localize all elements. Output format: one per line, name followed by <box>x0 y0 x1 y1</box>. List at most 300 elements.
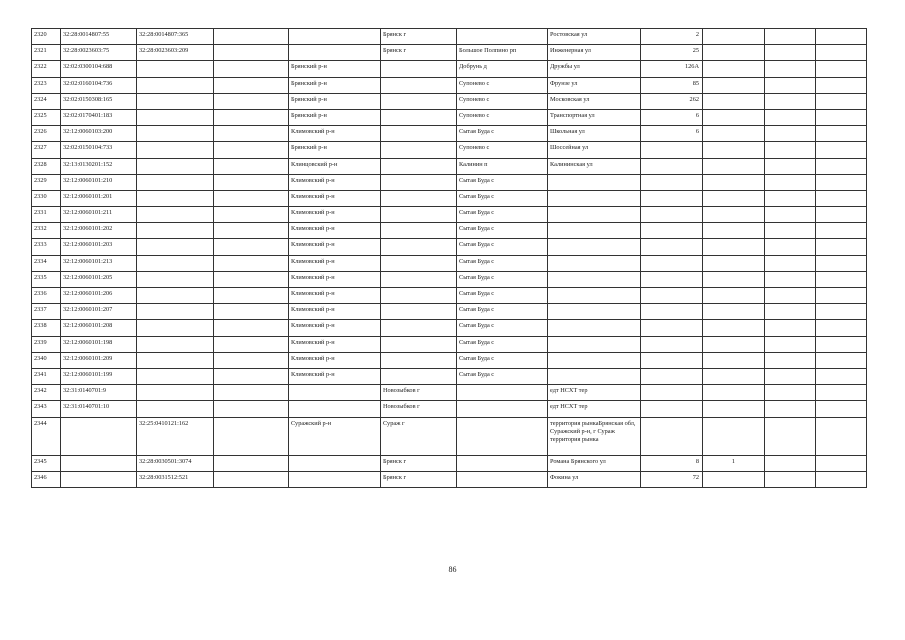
col-3-cell <box>214 29 289 45</box>
row-number-cell: 2322 <box>32 61 61 77</box>
city-cell: Новозыбков г <box>381 385 457 401</box>
row-number-cell: 2342 <box>32 385 61 401</box>
row-number-cell: 2339 <box>32 336 61 352</box>
street-cell <box>548 288 641 304</box>
table-row <box>32 471 867 487</box>
building-number-cell <box>703 336 765 352</box>
district-cell <box>289 471 381 487</box>
house-number-cell <box>641 368 703 384</box>
city-cell <box>381 255 457 271</box>
city-cell <box>381 368 457 384</box>
table-row <box>32 126 867 142</box>
house-number-cell <box>641 174 703 190</box>
row-number-cell: 2329 <box>32 174 61 190</box>
col-11-cell <box>816 29 867 45</box>
building-cadastral-number-cell <box>137 385 214 401</box>
city-cell: Брянск г <box>381 45 457 61</box>
street-cell: Московская ул <box>548 93 641 109</box>
district-cell: Климовский р-н <box>289 320 381 336</box>
building-cadastral-number-cell: 32:28:0014807:365 <box>137 29 214 45</box>
city-cell: Брянск г <box>381 455 457 471</box>
building-number-cell <box>703 417 765 455</box>
row-number-cell: 2337 <box>32 304 61 320</box>
locality-cell: Сытая Буда с <box>457 271 548 287</box>
table-row <box>32 385 867 401</box>
row-number-cell: 2345 <box>32 455 61 471</box>
district-cell: Суражский р-н <box>289 417 381 455</box>
locality-cell: Сытая Буда с <box>457 255 548 271</box>
locality-cell: Сытая Буда с <box>457 336 548 352</box>
col-11-cell <box>816 336 867 352</box>
house-number-cell <box>641 288 703 304</box>
locality-cell <box>457 417 548 455</box>
street-cell: Инженерная ул <box>548 45 641 61</box>
locality-cell: Калинин п <box>457 158 548 174</box>
row-number-cell: 2332 <box>32 223 61 239</box>
col-11-cell <box>816 271 867 287</box>
col-11-cell <box>816 255 867 271</box>
building-cadastral-number-cell <box>137 271 214 287</box>
city-cell: Новозыбков г <box>381 401 457 417</box>
cadastral-number-cell: 32:02:0150104:733 <box>61 142 137 158</box>
district-cell: Климовский р-н <box>289 368 381 384</box>
house-number-cell <box>641 239 703 255</box>
building-number-cell <box>703 190 765 206</box>
col-11-cell <box>816 174 867 190</box>
col-11-cell <box>816 239 867 255</box>
district-cell <box>289 385 381 401</box>
building-cadastral-number-cell <box>137 207 214 223</box>
district-cell: Климовский р-н <box>289 255 381 271</box>
col-10-cell <box>765 223 816 239</box>
district-cell: Климовский р-н <box>289 304 381 320</box>
city-cell: Сураж г <box>381 417 457 455</box>
building-cadastral-number-cell <box>137 368 214 384</box>
city-cell <box>381 142 457 158</box>
col-10-cell <box>765 417 816 455</box>
locality-cell: Сытая Буда с <box>457 207 548 223</box>
table-row <box>32 61 867 77</box>
col-11-cell <box>816 417 867 455</box>
building-cadastral-number-cell <box>137 304 214 320</box>
district-cell: Брянский р-н <box>289 142 381 158</box>
col-3-cell <box>214 61 289 77</box>
col-10-cell <box>765 93 816 109</box>
col-11-cell <box>816 158 867 174</box>
table-row <box>32 45 867 61</box>
house-number-cell <box>641 142 703 158</box>
cadastral-number-cell <box>61 455 137 471</box>
col-11-cell <box>816 126 867 142</box>
building-number-cell <box>703 320 765 336</box>
locality-cell: Сытая Буда с <box>457 352 548 368</box>
street-cell: Транспортная ул <box>548 109 641 125</box>
district-cell: Клинцовский р-н <box>289 158 381 174</box>
cadastral-number-cell: 32:02:0160104:736 <box>61 77 137 93</box>
col-11-cell <box>816 142 867 158</box>
building-cadastral-number-cell <box>137 255 214 271</box>
col-10-cell <box>765 158 816 174</box>
cadastral-number-cell: 32:28:0023603:75 <box>61 45 137 61</box>
locality-cell: Большое Полпино рп <box>457 45 548 61</box>
district-cell: Климовский р-н <box>289 207 381 223</box>
district-cell <box>289 401 381 417</box>
cadastral-number-cell: 32:12:0060101:209 <box>61 352 137 368</box>
building-cadastral-number-cell <box>137 320 214 336</box>
cadastral-number-cell: 32:02:0300104:688 <box>61 61 137 77</box>
cadastral-number-cell: 32:12:0060101:211 <box>61 207 137 223</box>
col-10-cell <box>765 174 816 190</box>
building-cadastral-number-cell <box>137 223 214 239</box>
building-number-cell <box>703 45 765 61</box>
locality-cell: Сытая Буда с <box>457 304 548 320</box>
district-cell: Климовский р-н <box>289 239 381 255</box>
table-row <box>32 158 867 174</box>
col-3-cell <box>214 304 289 320</box>
street-cell <box>548 352 641 368</box>
street-cell <box>548 190 641 206</box>
col-10-cell <box>765 368 816 384</box>
col-11-cell <box>816 471 867 487</box>
col-3-cell <box>214 223 289 239</box>
street-cell <box>548 304 641 320</box>
district-cell: Брянский р-н <box>289 93 381 109</box>
building-cadastral-number-cell <box>137 61 214 77</box>
row-number-cell: 2334 <box>32 255 61 271</box>
col-10-cell <box>765 77 816 93</box>
house-number-cell <box>641 207 703 223</box>
locality-cell: Сытая Буда с <box>457 239 548 255</box>
district-cell: Климовский р-н <box>289 336 381 352</box>
building-cadastral-number-cell: 32:25:0410121:162 <box>137 417 214 455</box>
house-number-cell <box>641 320 703 336</box>
building-number-cell <box>703 109 765 125</box>
building-cadastral-number-cell <box>137 174 214 190</box>
district-cell: Климовский р-н <box>289 288 381 304</box>
col-3-cell <box>214 77 289 93</box>
building-cadastral-number-cell: 32:28:0023603:209 <box>137 45 214 61</box>
street-cell: Фрунзе ул <box>548 77 641 93</box>
house-number-cell: 72 <box>641 471 703 487</box>
city-cell <box>381 126 457 142</box>
col-3-cell <box>214 207 289 223</box>
city-cell <box>381 271 457 287</box>
building-cadastral-number-cell <box>137 352 214 368</box>
street-cell: едт НСХТ тер <box>548 385 641 401</box>
locality-cell: Сытая Буда с <box>457 223 548 239</box>
building-number-cell <box>703 29 765 45</box>
locality-cell: Супонево с <box>457 109 548 125</box>
row-number-cell: 2326 <box>32 126 61 142</box>
col-10-cell <box>765 190 816 206</box>
house-number-cell <box>641 271 703 287</box>
locality-cell: Сытая Буда с <box>457 368 548 384</box>
district-cell <box>289 455 381 471</box>
district-cell: Климовский р-н <box>289 271 381 287</box>
cadastral-number-cell: 32:12:0060101:207 <box>61 304 137 320</box>
house-number-cell <box>641 223 703 239</box>
house-number-cell: 6 <box>641 126 703 142</box>
city-cell: Брянск г <box>381 29 457 45</box>
house-number-cell <box>641 417 703 455</box>
district-cell <box>289 29 381 45</box>
city-cell <box>381 158 457 174</box>
locality-cell <box>457 385 548 401</box>
cadastral-number-cell: 32:12:0060101:206 <box>61 288 137 304</box>
city-cell <box>381 61 457 77</box>
street-cell <box>548 223 641 239</box>
row-number-cell: 2346 <box>32 471 61 487</box>
col-3-cell <box>214 288 289 304</box>
building-number-cell <box>703 223 765 239</box>
col-11-cell <box>816 401 867 417</box>
col-3-cell <box>214 271 289 287</box>
col-11-cell <box>816 45 867 61</box>
locality-cell: Сытая Буда с <box>457 126 548 142</box>
row-number-cell: 2328 <box>32 158 61 174</box>
col-3-cell <box>214 93 289 109</box>
street-cell <box>548 255 641 271</box>
table-row <box>32 352 867 368</box>
col-10-cell <box>765 471 816 487</box>
col-3-cell <box>214 109 289 125</box>
street-cell: Школьная ул <box>548 126 641 142</box>
house-number-cell <box>641 352 703 368</box>
table-row <box>32 320 867 336</box>
col-10-cell <box>765 336 816 352</box>
col-10-cell <box>765 29 816 45</box>
table-row <box>32 93 867 109</box>
street-cell: Дружбы ул <box>548 61 641 77</box>
col-3-cell <box>214 174 289 190</box>
street-cell: Шоссейная ул <box>548 142 641 158</box>
col-3-cell <box>214 142 289 158</box>
table-row <box>32 207 867 223</box>
cadastral-number-cell: 32:12:0060101:203 <box>61 239 137 255</box>
building-number-cell <box>703 158 765 174</box>
cadastral-number-cell: 32:12:0060101:199 <box>61 368 137 384</box>
col-3-cell <box>214 417 289 455</box>
district-cell: Климовский р-н <box>289 190 381 206</box>
locality-cell <box>457 401 548 417</box>
table-row <box>32 255 867 271</box>
building-number-cell <box>703 126 765 142</box>
locality-cell <box>457 29 548 45</box>
city-cell: Брянск г <box>381 471 457 487</box>
table-row <box>32 174 867 190</box>
row-number-cell: 2335 <box>32 271 61 287</box>
city-cell <box>381 207 457 223</box>
col-11-cell <box>816 61 867 77</box>
cadastral-number-cell: 32:12:0060101:210 <box>61 174 137 190</box>
city-cell <box>381 223 457 239</box>
street-cell: Фокина ул <box>548 471 641 487</box>
cadastral-number-cell: 32:12:0060101:213 <box>61 255 137 271</box>
street-cell: Калининская ул <box>548 158 641 174</box>
cadastral-number-cell: 32:31:0140701:10 <box>61 401 137 417</box>
locality-cell: Сытая Буда с <box>457 190 548 206</box>
building-number-cell <box>703 174 765 190</box>
building-number-cell <box>703 239 765 255</box>
col-3-cell <box>214 239 289 255</box>
building-cadastral-number-cell <box>137 158 214 174</box>
district-cell <box>289 45 381 61</box>
street-cell <box>548 320 641 336</box>
building-number-cell <box>703 77 765 93</box>
row-number-cell: 2344 <box>32 417 61 455</box>
building-number-cell <box>703 255 765 271</box>
building-number-cell <box>703 142 765 158</box>
city-cell <box>381 109 457 125</box>
street-cell <box>548 336 641 352</box>
col-10-cell <box>765 288 816 304</box>
table-row <box>32 29 867 45</box>
table-row <box>32 271 867 287</box>
table-row <box>32 417 867 455</box>
row-number-cell: 2325 <box>32 109 61 125</box>
col-3-cell <box>214 126 289 142</box>
col-10-cell <box>765 304 816 320</box>
building-number-cell <box>703 93 765 109</box>
building-cadastral-number-cell <box>137 93 214 109</box>
building-cadastral-number-cell <box>137 288 214 304</box>
building-number-cell <box>703 288 765 304</box>
col-3-cell <box>214 255 289 271</box>
col-10-cell <box>765 126 816 142</box>
records-table <box>31 28 867 488</box>
district-cell: Брянский р-н <box>289 61 381 77</box>
locality-cell <box>457 455 548 471</box>
row-number-cell: 2340 <box>32 352 61 368</box>
col-11-cell <box>816 207 867 223</box>
col-3-cell <box>214 190 289 206</box>
locality-cell: Добрунь д <box>457 61 548 77</box>
row-number-cell: 2333 <box>32 239 61 255</box>
street-cell: Ростовская ул <box>548 29 641 45</box>
building-number-cell <box>703 304 765 320</box>
building-cadastral-number-cell <box>137 190 214 206</box>
col-3-cell <box>214 158 289 174</box>
locality-cell: Супонево с <box>457 142 548 158</box>
house-number-cell: 8 <box>641 455 703 471</box>
row-number-cell: 2338 <box>32 320 61 336</box>
street-cell <box>548 174 641 190</box>
col-11-cell <box>816 77 867 93</box>
table-row <box>32 304 867 320</box>
building-cadastral-number-cell <box>137 401 214 417</box>
col-3-cell <box>214 455 289 471</box>
city-cell <box>381 352 457 368</box>
locality-cell: Супонево с <box>457 77 548 93</box>
house-number-cell: 126А <box>641 61 703 77</box>
col-11-cell <box>816 190 867 206</box>
col-3-cell <box>214 401 289 417</box>
table-row <box>32 223 867 239</box>
city-cell <box>381 93 457 109</box>
house-number-cell <box>641 336 703 352</box>
house-number-cell <box>641 190 703 206</box>
building-number-cell <box>703 401 765 417</box>
locality-cell <box>457 471 548 487</box>
cadastral-number-cell: 32:28:0014807:55 <box>61 29 137 45</box>
building-number-cell <box>703 271 765 287</box>
col-11-cell <box>816 368 867 384</box>
col-10-cell <box>765 455 816 471</box>
row-number-cell: 2336 <box>32 288 61 304</box>
col-10-cell <box>765 271 816 287</box>
table-row <box>32 239 867 255</box>
building-cadastral-number-cell <box>137 126 214 142</box>
col-10-cell <box>765 207 816 223</box>
house-number-cell <box>641 401 703 417</box>
district-cell: Климовский р-н <box>289 352 381 368</box>
locality-cell: Сытая Буда с <box>457 288 548 304</box>
house-number-cell: 85 <box>641 77 703 93</box>
locality-cell: Сытая Буда с <box>457 320 548 336</box>
locality-cell: Сытая Буда с <box>457 174 548 190</box>
city-cell <box>381 174 457 190</box>
district-cell: Климовский р-н <box>289 126 381 142</box>
row-number-cell: 2323 <box>32 77 61 93</box>
col-11-cell <box>816 320 867 336</box>
col-10-cell <box>765 61 816 77</box>
page-number: 86 <box>448 565 457 574</box>
district-cell: Брянский р-н <box>289 77 381 93</box>
table-body <box>32 29 867 488</box>
col-11-cell <box>816 455 867 471</box>
col-10-cell <box>765 401 816 417</box>
district-cell: Брянский р-н <box>289 109 381 125</box>
building-cadastral-number-cell <box>137 109 214 125</box>
building-cadastral-number-cell <box>137 77 214 93</box>
row-number-cell: 2321 <box>32 45 61 61</box>
city-cell <box>381 304 457 320</box>
street-cell <box>548 239 641 255</box>
district-cell: Климовский р-н <box>289 223 381 239</box>
row-number-cell: 2331 <box>32 207 61 223</box>
building-number-cell <box>703 207 765 223</box>
cadastral-number-cell: 32:12:0060101:201 <box>61 190 137 206</box>
table-row <box>32 288 867 304</box>
col-11-cell <box>816 304 867 320</box>
col-10-cell <box>765 142 816 158</box>
col-10-cell <box>765 239 816 255</box>
col-11-cell <box>816 109 867 125</box>
col-3-cell <box>214 336 289 352</box>
cadastral-number-cell: 32:12:0060101:198 <box>61 336 137 352</box>
cadastral-number-cell: 32:12:0060103:200 <box>61 126 137 142</box>
col-11-cell <box>816 93 867 109</box>
table-row <box>32 368 867 384</box>
row-number-cell: 2343 <box>32 401 61 417</box>
col-11-cell <box>816 385 867 401</box>
cadastral-number-cell: 32:13:0130201:152 <box>61 158 137 174</box>
street-cell: едт НСХТ тер <box>548 401 641 417</box>
col-10-cell <box>765 320 816 336</box>
col-3-cell <box>214 385 289 401</box>
col-10-cell <box>765 352 816 368</box>
city-cell <box>381 239 457 255</box>
city-cell <box>381 320 457 336</box>
cadastral-number-cell <box>61 417 137 455</box>
building-cadastral-number-cell <box>137 239 214 255</box>
row-number-cell: 2324 <box>32 93 61 109</box>
building-number-cell <box>703 352 765 368</box>
house-number-cell <box>641 158 703 174</box>
building-number-cell <box>703 471 765 487</box>
street-cell <box>548 207 641 223</box>
house-number-cell <box>641 385 703 401</box>
